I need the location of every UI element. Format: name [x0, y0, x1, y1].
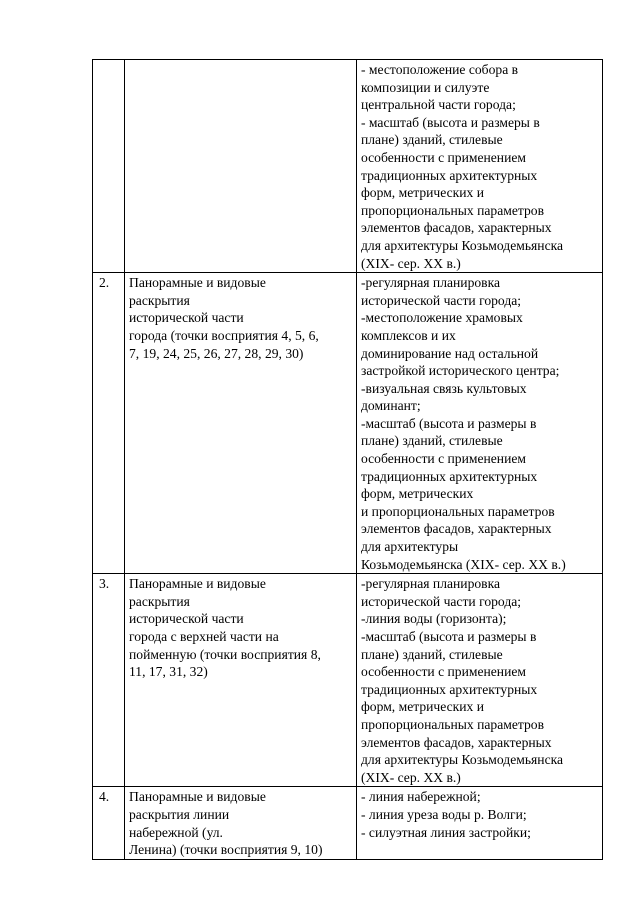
table-body	[93, 60, 603, 860]
text-line: 7, 19, 24, 25, 26, 27, 28, 29, 30)	[129, 345, 304, 361]
characteristics-cell	[357, 60, 603, 273]
text-line: (XIX- сер. XX в.)	[361, 769, 461, 785]
text-line: - линия набережной;	[361, 789, 481, 805]
text-line: пойменную (точки восприятия 8,	[129, 646, 321, 662]
text-line: доминант;	[361, 398, 421, 414]
object-name-cell	[125, 273, 357, 574]
text-line: особенности с применением	[361, 451, 526, 467]
text-line: форм, метрических и	[361, 185, 485, 201]
text-line: (XIX- сер. XX в.)	[361, 255, 461, 271]
text-line: -масштаб (высота и размеры в	[361, 629, 537, 644]
text-line: центральной части города;	[361, 97, 516, 113]
text-line: традиционных архитектурных	[361, 167, 538, 183]
text-line: особенности с применением	[361, 664, 526, 680]
text-line: раскрытия	[129, 292, 190, 308]
text-line: форм, метрических	[361, 486, 474, 502]
text-line: композиции и силуэте	[361, 79, 490, 95]
text-line: пропорциональных параметров	[361, 716, 544, 732]
text-line: -регулярная планировка	[361, 576, 501, 592]
text-line: Панорамные и видовые	[129, 576, 266, 592]
table-row	[93, 60, 603, 273]
table-row	[93, 273, 603, 574]
row-number-cell: 3.	[93, 574, 125, 787]
row-number-cell: 4.	[93, 787, 125, 859]
text-line: застройкой исторического центра;	[361, 363, 560, 379]
text-line: - силуэтная линия застройки;	[361, 824, 531, 840]
row-number-cell	[93, 60, 125, 273]
text-line: 11, 17, 31, 32)	[129, 664, 208, 680]
text-line: города (точки восприятия 4, 5, 6,	[129, 327, 319, 343]
text-line: Ленина) (точки восприятия 9, 10)	[129, 842, 323, 858]
table-row	[93, 787, 603, 859]
text-line: -регулярная планировка	[361, 275, 501, 291]
text-line: форм, метрических и	[361, 699, 485, 715]
characteristics-cell	[357, 574, 603, 787]
text-line: - масштаб (высота и размеры в	[361, 114, 540, 130]
text-line: раскрытия линии	[129, 806, 230, 822]
object-name-cell	[125, 787, 357, 859]
text-line: элементов фасадов, характерных	[361, 521, 552, 537]
text-line: исторической части города;	[361, 292, 522, 308]
text-line: - линия уреза воды р. Волги;	[361, 806, 527, 822]
text-line: плане) зданий, стилевые	[361, 132, 503, 148]
text-line: традиционных архитектурных	[361, 681, 538, 697]
text-line: города с верхней части на	[129, 629, 279, 644]
text-line: -линия воды (горизонта);	[361, 611, 507, 627]
text-line: для архитектуры Козьмодемьянска	[361, 752, 564, 768]
text-line: для архитектуры	[361, 539, 459, 555]
object-name-cell	[125, 60, 357, 273]
text-line: Панорамные и видовые	[129, 789, 266, 805]
row-number-cell: 2.	[93, 273, 125, 574]
document-table	[92, 59, 603, 860]
table-row	[93, 574, 603, 787]
text-line: -масштаб (высота и размеры в	[361, 415, 537, 431]
text-line: исторической части	[129, 611, 244, 627]
text-line: -местоположение храмовых	[361, 310, 523, 326]
object-name-cell	[125, 574, 357, 787]
text-line: комплексов и их	[361, 327, 456, 343]
text-line: исторической части города;	[361, 593, 522, 609]
text-line: плане) зданий, стилевые	[361, 433, 503, 449]
text-line: -визуальная связь культовых	[361, 380, 527, 396]
text-line: исторической части	[129, 310, 244, 326]
text-line: пропорциональных параметров	[361, 202, 544, 218]
text-line: Панорамные и видовые	[129, 275, 266, 291]
text-line: элементов фасадов, характерных	[361, 734, 552, 750]
text-line: набережной (ул.	[129, 824, 223, 840]
text-line: - местоположение собора в	[361, 62, 519, 77]
text-line: Козьмодемьянска (XIX- сер. XX в.)	[361, 556, 566, 572]
characteristics-cell	[357, 787, 603, 859]
text-line: доминирование над остальной	[361, 345, 539, 361]
text-line: для архитектуры Козьмодемьянска	[361, 237, 564, 253]
characteristics-cell	[357, 273, 603, 574]
text-line: традиционных архитектурных	[361, 468, 538, 484]
text-line: раскрытия	[129, 593, 190, 609]
text-line: и пропорциональных параметров	[361, 503, 555, 519]
text-line: плане) зданий, стилевые	[361, 646, 503, 662]
text-line: особенности с применением	[361, 149, 526, 165]
text-line: элементов фасадов, характерных	[361, 220, 552, 236]
